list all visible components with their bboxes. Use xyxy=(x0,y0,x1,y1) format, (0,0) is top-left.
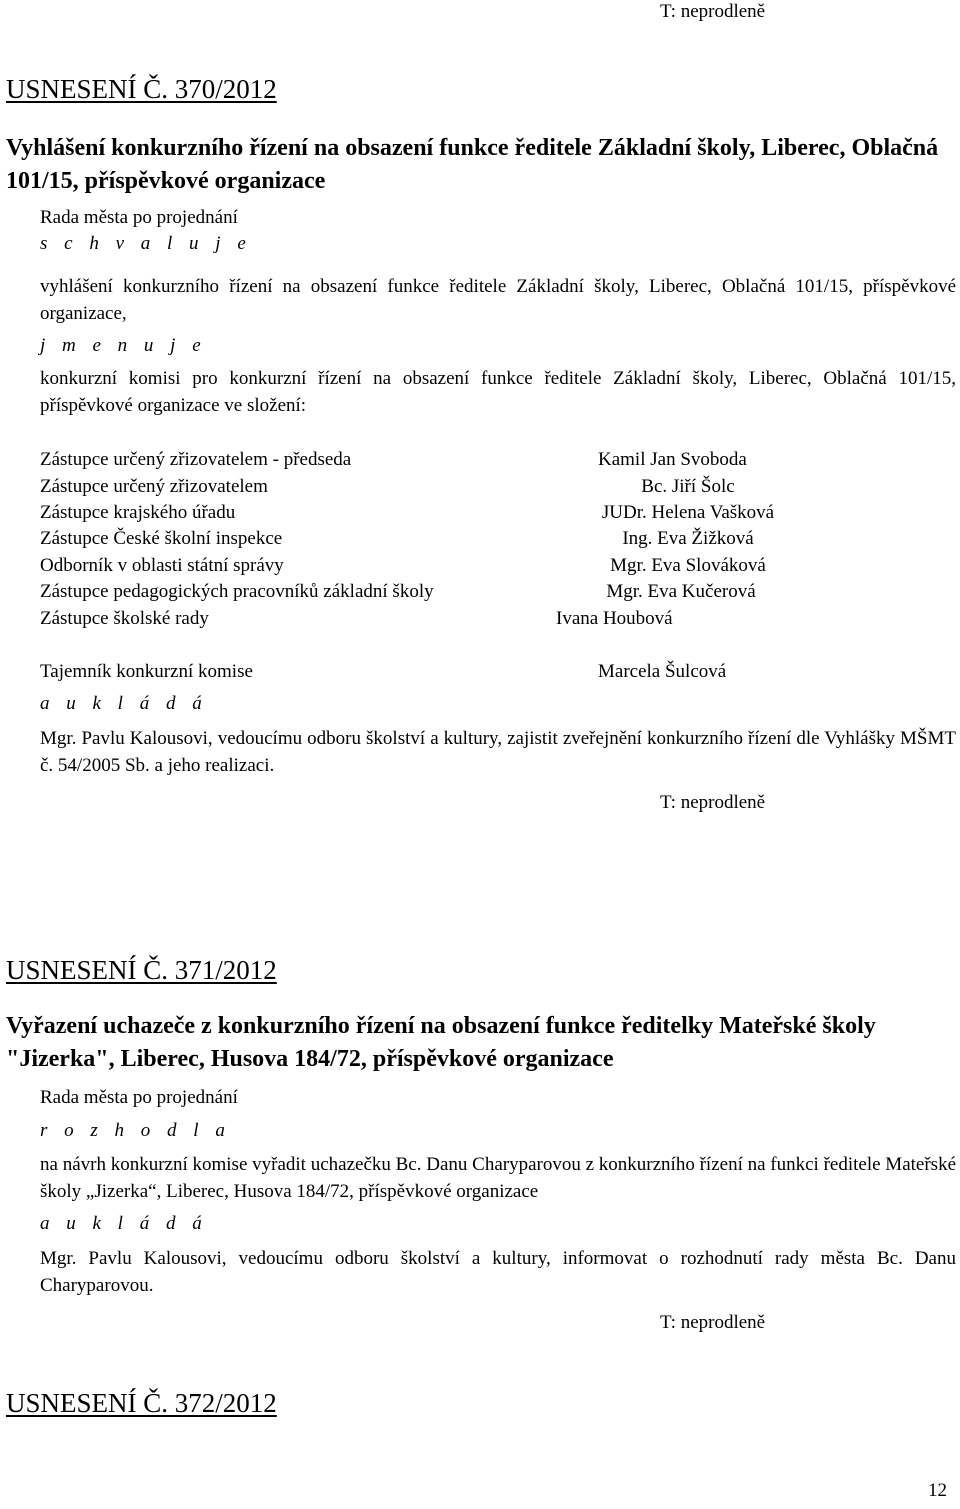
task-text: Mgr. Pavlu Kalousovi, vedoucímu odboru školství a kultury, informovat o rozhodnutí rady města Bc. Danu Charyparovou. xyxy=(40,1248,956,1296)
committee-member: Mgr. Eva Kučerová xyxy=(606,581,756,602)
verb-jmenuje: j m e n u j e xyxy=(40,335,207,356)
resolution-heading: USNESENÍ Č. 371/2012 xyxy=(6,955,277,985)
secretary-name: Marcela Šulcová xyxy=(598,661,727,682)
secretary-role: Tajemník konkurzní komise xyxy=(40,661,253,682)
committee-role: Zástupce pedagogických pracovníků základní školy xyxy=(40,581,434,602)
committee-member: Ing. Eva Žižková xyxy=(622,528,754,549)
committee-role: Zástupce školské rady xyxy=(40,608,209,629)
page-number: 12 xyxy=(928,1480,947,1501)
approval-text: vyhlášení konkurzního řízení na obsazení funkce ředitele Základní školy, Liberec, Oblačná 101/15, příspěvkové organizace, xyxy=(40,276,956,324)
resolution-heading: USNESENÍ Č. 372/2012 xyxy=(6,1388,277,1418)
committee-member: Ivana Houbová xyxy=(556,608,673,629)
verb-schvaluje: s c h v a l u j e xyxy=(40,233,252,254)
committee-role: Odborník v oblasti státní správy xyxy=(40,555,284,576)
committee-member: JUDr. Helena Vašková xyxy=(601,502,775,523)
committee-role: Zástupce České školní inspekce xyxy=(40,528,283,549)
committee-member: Kamil Jan Svoboda xyxy=(598,449,747,470)
intro-text: Rada města po projednání xyxy=(40,207,238,228)
task-text: Mgr. Pavlu Kalousovi, vedoucímu odboru školství a kultury, zajistit zveřejnění konkurzního řízení dle Vyhlášky MŠMT č. 54/2005 Sb. a jeho realizaci. xyxy=(40,728,956,776)
resolution-subject: Vyřazení uchazeče z konkurzního řízení na obsazení funkce ředitelky Mateřské školy "Jizerka", Liberec, Husova 184/72, příspěvkové organizace xyxy=(6,1013,876,1072)
committee-role: Zástupce určený zřizovatelem xyxy=(40,476,268,497)
top-deadline: T: neprodleně xyxy=(660,1,766,22)
verb-rozhodla: r o z h o d l a xyxy=(40,1120,231,1141)
decision-text: na návrh konkurzní komise vyřadit uchazečku Bc. Danu Charyparovou z konkurzního řízení na funkci ředitele Mateřské školy „Jizerka“, Liberec, Husova 184/72, příspěvkové organizace xyxy=(40,1154,956,1202)
deadline: T: neprodleně xyxy=(660,1312,766,1333)
committee-role: Zástupce krajského úřadu xyxy=(40,502,236,523)
verb-uklada: a u k l á d á xyxy=(40,1213,208,1234)
resolution-subject: Vyhlášení konkurzního řízení na obsazení funkce ředitele Základní školy, Liberec, Oblačná 101/15, příspěvkové organizace xyxy=(6,135,939,194)
committee-member: Bc. Jiří Šolc xyxy=(641,476,735,497)
resolution-heading: USNESENÍ Č. 370/2012 xyxy=(6,74,277,104)
intro-text: Rada města po projednání xyxy=(40,1087,238,1108)
deadline: T: neprodleně xyxy=(660,792,766,813)
verb-uklada: a u k l á d á xyxy=(40,693,208,714)
committee-member: Mgr. Eva Slováková xyxy=(610,555,766,576)
committee-role: Zástupce určený zřizovatelem - předseda xyxy=(40,449,352,470)
appointment-text: konkurzní komisi pro konkurzní řízení na obsazení funkce ředitele Základní školy, Liberec, Oblačná 101/15, příspěvkové organizace ve složení: xyxy=(40,368,956,416)
